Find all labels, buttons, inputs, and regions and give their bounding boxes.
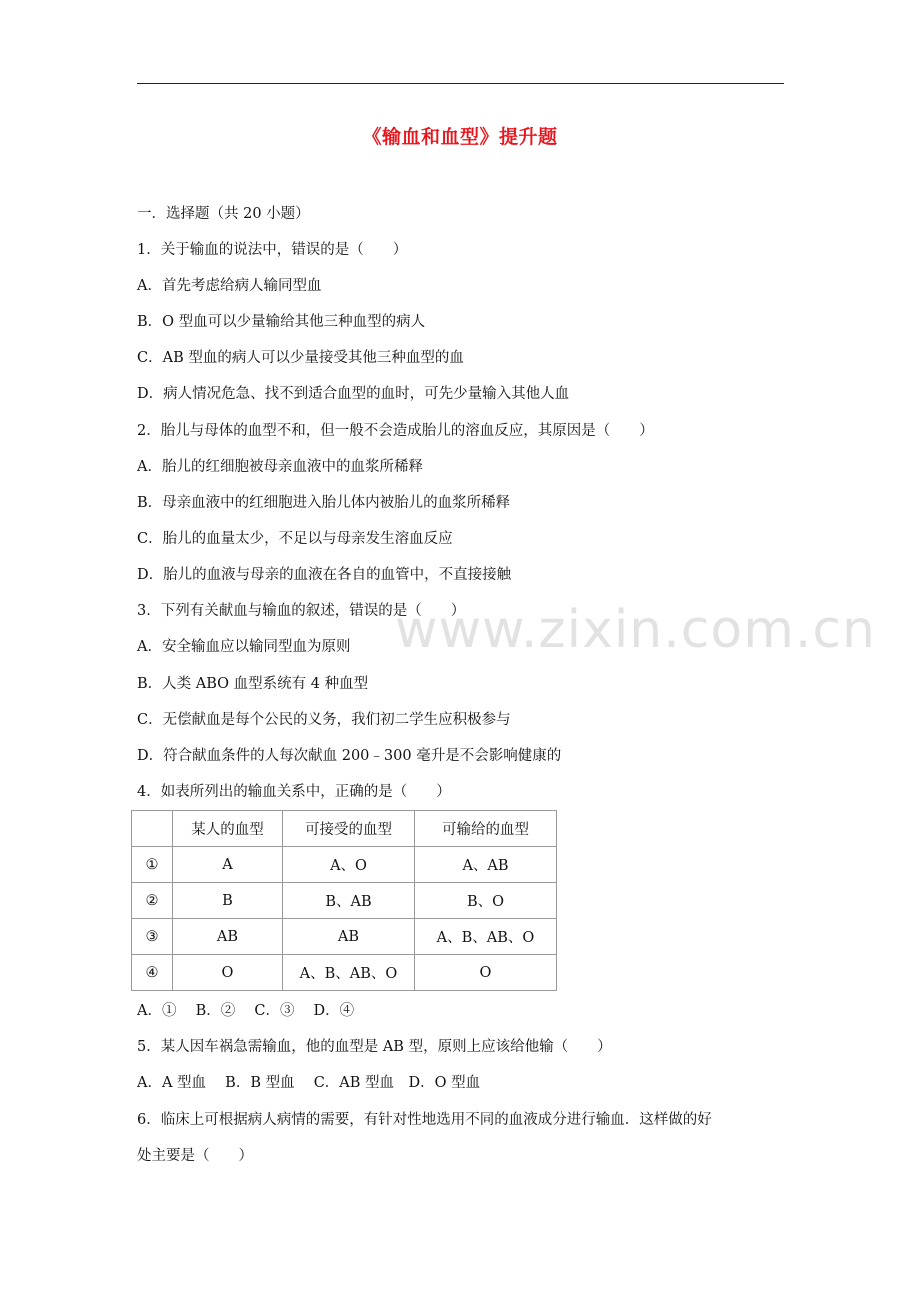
question-1-option-c: C．AB 型血的病人可以少量接受其他三种血型的血 xyxy=(137,350,464,366)
question-2-option-a: A．胎儿的红细胞被母亲血液中的血浆所稀释 xyxy=(137,459,423,475)
question-2-option-c: C．胎儿的血量太少，不足以与母亲发生溶血反应 xyxy=(137,531,453,547)
watermark: www.zixin.com.cn xyxy=(395,600,876,660)
question-4-stem: 4．如表所列出的输血关系中，正确的是（ ） xyxy=(137,784,451,800)
question-1-option-d: D．病人情况危急、找不到适合血型的血时，可先少量输入其他人血 xyxy=(137,386,570,402)
question-3-option-a: A．安全输血应以输同型血为原则 xyxy=(137,639,351,655)
table-cell: B、AB xyxy=(283,883,415,919)
table-cell: B xyxy=(173,883,283,919)
table-cell: ④ xyxy=(132,955,173,991)
page-title: 《输血和血型》提升题 xyxy=(362,126,558,148)
table-cell: AB xyxy=(283,919,415,955)
header-rule xyxy=(137,83,784,84)
question-1-stem: 1．关于输血的说法中，错误的是（ ） xyxy=(137,242,408,258)
table-cell: A、O xyxy=(283,847,415,883)
question-2-stem: 2．胎儿与母体的血型不和，但一般不会造成胎儿的溶血反应，其原因是（ ） xyxy=(137,423,654,439)
table-row xyxy=(132,955,557,991)
table-cell: B、O xyxy=(415,883,557,919)
table-cell: ② xyxy=(132,883,173,919)
table-header-row xyxy=(132,811,557,847)
section-heading: 一．选择题（共 20 小题） xyxy=(137,206,310,222)
question-3-option-b: B．人类 ABO 血型系统有 4 种血型 xyxy=(137,676,369,692)
table-row xyxy=(132,847,557,883)
table-header-cell xyxy=(132,811,173,847)
table-cell: O xyxy=(415,955,557,991)
table-cell: ③ xyxy=(132,919,173,955)
question-4-options: A．① B．② C．③ D．④ xyxy=(137,1003,355,1019)
table-cell: ① xyxy=(132,847,173,883)
table-cell: A、B、AB、O xyxy=(283,955,415,991)
question-1-option-b: B．O 型血可以少量输给其他三种血型的病人 xyxy=(137,314,426,330)
table-cell: A xyxy=(173,847,283,883)
question-3-stem: 3．下列有关献血与输血的叙述，错误的是（ ） xyxy=(137,603,466,619)
question-6-stem-line-1: 6．临床上可根据病人病情的需要，有针对性地选用不同的血液成分进行输血．这样做的好 xyxy=(137,1112,712,1128)
question-6-stem-line-2: 处主要是（ ） xyxy=(137,1148,253,1164)
question-2-option-b: B．母亲血液中的红细胞进入胎儿体内被胎儿的血浆所稀释 xyxy=(137,495,511,511)
table-header-cell: 可输给的血型 xyxy=(415,811,557,847)
table-cell: A、AB xyxy=(415,847,557,883)
table-header-cell: 可接受的血型 xyxy=(283,811,415,847)
table-cell: A、B、AB、O xyxy=(415,919,557,955)
question-1-option-a: A．首先考虑给病人输同型血 xyxy=(137,278,322,294)
table-row xyxy=(132,919,557,955)
question-3-option-d: D．符合献血条件的人每次献血 200﹣300 毫升是不会影响健康的 xyxy=(137,748,562,764)
table-row xyxy=(132,883,557,919)
question-3-option-c: C．无偿献血是每个公民的义务，我们初二学生应积极参与 xyxy=(137,712,511,728)
question-5-options: A．A 型血 B．B 型血 C．AB 型血 D．O 型血 xyxy=(137,1075,481,1091)
table-cell: AB xyxy=(173,919,283,955)
table-header-cell: 某人的血型 xyxy=(173,811,283,847)
question-2-option-d: D．胎儿的血液与母亲的血液在各自的血管中，不直接接触 xyxy=(137,567,512,583)
blood-type-table xyxy=(131,810,557,991)
table-cell: O xyxy=(173,955,283,991)
question-5-stem: 5．某人因车祸急需输血，他的血型是 AB 型，原则上应该给他输（ ） xyxy=(137,1039,612,1055)
